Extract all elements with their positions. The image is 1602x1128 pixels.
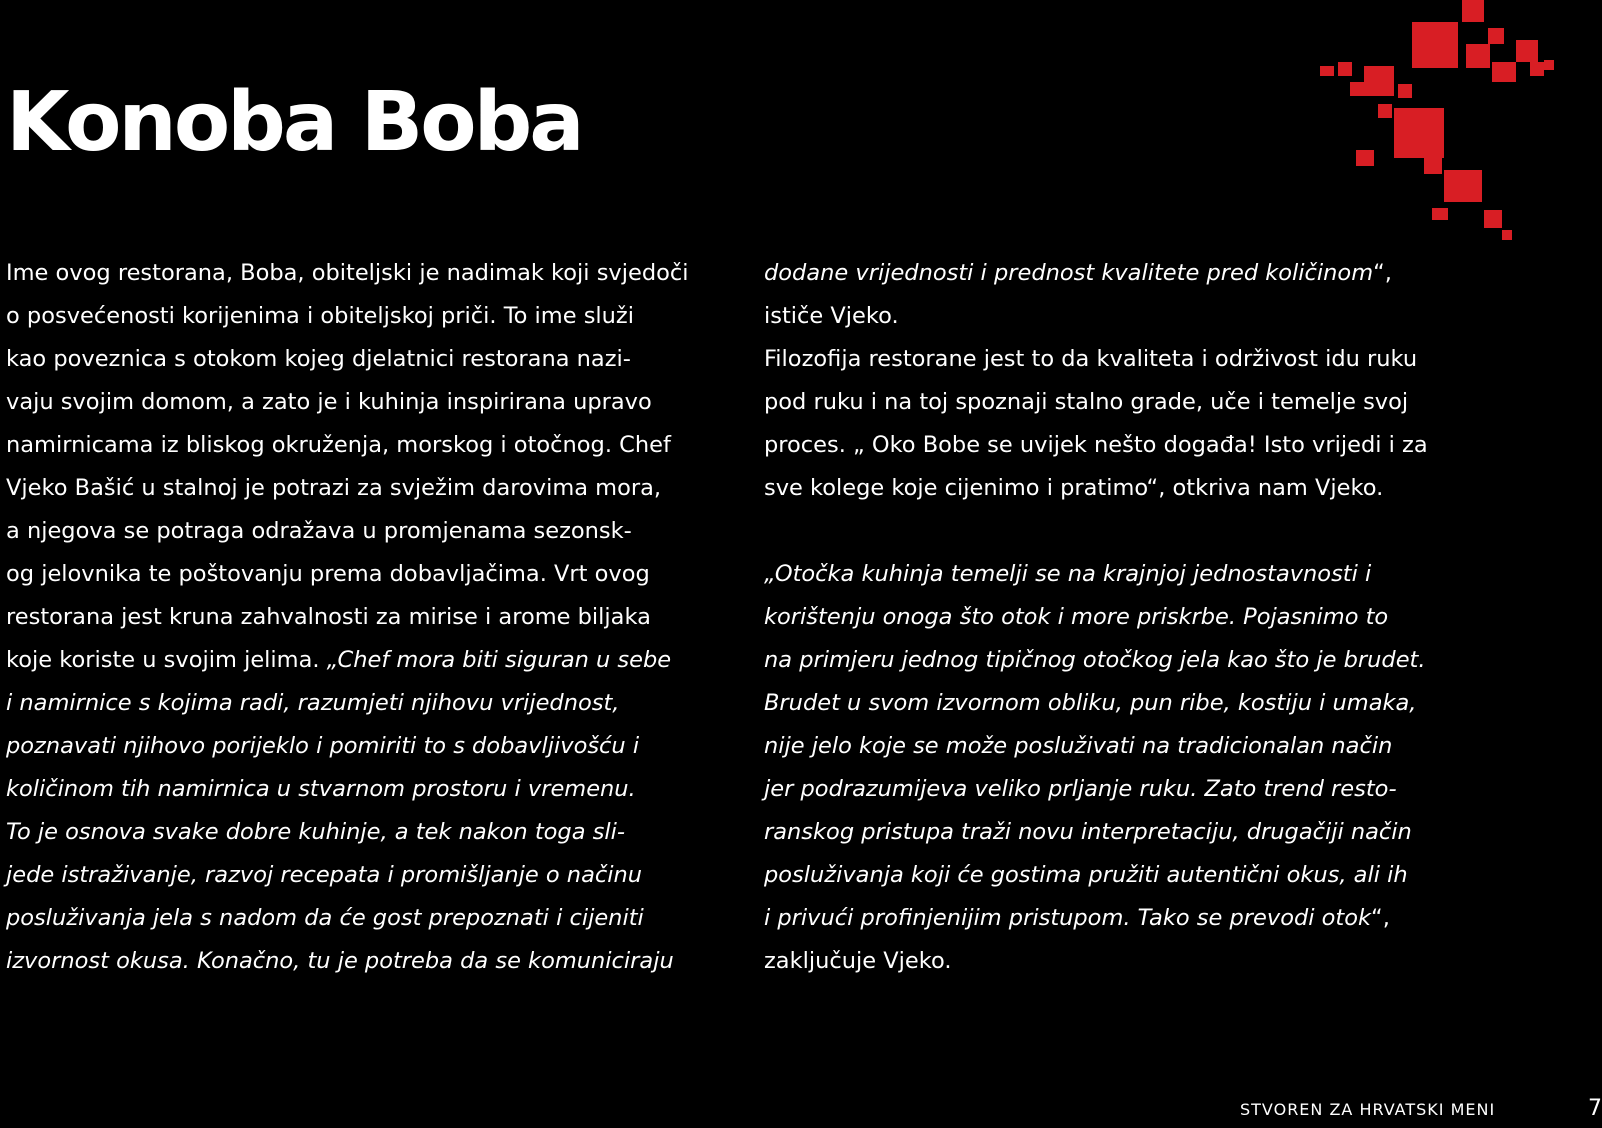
text-line <box>6 252 746 295</box>
logo-square <box>1432 208 1448 220</box>
logo-square <box>1530 62 1544 76</box>
text-line <box>764 424 1504 467</box>
text-line <box>6 295 746 338</box>
text-segment: dodane vrijednosti i prednost kvalitete pred količinom <box>764 260 1374 286</box>
text-line <box>6 424 746 467</box>
text-segment: poznavati njihovo porijeklo i pomiriti to s dobavljivošću i <box>6 733 640 759</box>
text-line <box>6 467 746 510</box>
text-segment: koje koriste u svojim jelima. <box>6 647 327 673</box>
logo-square <box>1412 22 1458 68</box>
text-segment: zaključuje Vjeko. <box>764 948 952 974</box>
text-segment: kao poveznica s otokom kojeg djelatnici restorana nazi- <box>6 346 631 372</box>
text-segment: “, <box>1373 260 1392 286</box>
red-pixel-checkerboard-icon <box>1320 0 1590 245</box>
text-segment: posluživanja jela s nadom da će gost prepoznati i cijeniti <box>6 905 644 931</box>
text-segment: Ime ovog restorana, Boba, obiteljski je nadimak koji svjedoči <box>6 260 689 286</box>
text-segment: o posvećenosti korijenima i obiteljskoj priči. To ime služi <box>6 303 634 329</box>
text-segment: količinom tih namirnica u stvarnom prostoru i vremenu. <box>6 776 636 802</box>
text-segment: i namirnice s kojima radi, razumjeti njihovu vrijednost, <box>6 690 620 716</box>
text-segment: Brudet u svom izvornom obliku, pun ribe, kostiju i umaka, <box>764 690 1417 716</box>
text-segment: „Chef mora biti siguran u sebe <box>326 647 672 673</box>
text-line <box>764 940 1504 983</box>
logo-square <box>1502 230 1512 240</box>
text-segment: proces. „ Oko Bobe se uvijek nešto događa! Isto vrijedi i za <box>764 432 1428 458</box>
logo-square <box>1356 150 1374 166</box>
text-line <box>764 510 1504 553</box>
text-line <box>764 768 1504 811</box>
logo-square <box>1320 66 1334 76</box>
text-segment: nije jelo koje se može posluživati na tradicionalan način <box>764 733 1393 759</box>
logo-square <box>1516 40 1538 62</box>
text-line <box>764 897 1504 940</box>
logo-square <box>1350 82 1364 96</box>
text-line <box>764 854 1504 897</box>
logo-square <box>1462 0 1484 22</box>
text-line <box>6 725 746 768</box>
text-segment: korištenju onoga što otok i more priskrbe. Pojasnimo to <box>764 604 1389 630</box>
logo-square <box>1424 156 1442 174</box>
text-segment: jede istraživanje, razvoj recepata i promišljanje o načinu <box>6 862 642 888</box>
text-segment: pod ruku i na toj spoznaji stalno grade, uče i temelje svoj <box>764 389 1409 415</box>
text-line <box>6 768 746 811</box>
text-segment: ističe Vjeko. <box>764 303 899 329</box>
text-segment: izvornost okusa. Konačno, tu je potreba da se komuniciraju <box>6 948 674 974</box>
logo-square <box>1338 62 1352 76</box>
text-segment: jer podrazumijeva veliko prljanje ruku. Zato trend resto- <box>764 776 1397 802</box>
text-segment: na primjeru jednog tipičnog otočkog jela kao što je brudet. <box>764 647 1426 673</box>
text-line <box>764 467 1504 510</box>
page-title: Konoba Boba <box>6 75 582 170</box>
text-line <box>764 725 1504 768</box>
text-segment: namirnicama iz bliskog okruženja, morskog i otočnog. Chef <box>6 432 671 458</box>
footer-publication-title: STVOREN ZA HRVATSKI MENI <box>1240 1100 1496 1119</box>
text-segment: Vjeko Bašić u stalnoj je potrazi za svježim darovima mora, <box>6 475 662 501</box>
logo-square <box>1364 66 1394 96</box>
text-segment: og jelovnika te poštovanju prema dobavljačima. Vrt ovog <box>6 561 650 587</box>
text-line <box>764 639 1504 682</box>
text-line <box>6 596 746 639</box>
text-line <box>6 940 746 983</box>
text-line <box>764 295 1504 338</box>
text-line <box>6 897 746 940</box>
text-segment: „Otočka kuhinja temelji se na krajnjoj jednostavnosti i <box>764 561 1372 587</box>
text-segment: vaju svojim domom, a zato je i kuhinja inspirirana upravo <box>6 389 652 415</box>
text-segment: ranskog pristupa traži novu interpretaciju, drugačiji način <box>764 819 1412 845</box>
left-column-text <box>6 252 746 983</box>
logo-square <box>1398 84 1412 98</box>
text-line <box>6 553 746 596</box>
text-line <box>6 811 746 854</box>
page-number: 7 <box>1588 1096 1602 1121</box>
logo-square <box>1484 210 1502 228</box>
text-line <box>6 682 746 725</box>
text-segment: restorana jest kruna zahvalnosti za mirise i arome biljaka <box>6 604 651 630</box>
text-line <box>6 510 746 553</box>
text-segment: i privući profinjenijim pristupom. Tako se prevodi otok <box>764 905 1372 931</box>
logo-square <box>1394 108 1444 158</box>
text-line <box>764 811 1504 854</box>
text-line <box>6 639 746 682</box>
logo-square <box>1378 104 1392 118</box>
text-line <box>6 338 746 381</box>
text-segment: posluživanja koji će gostima pružiti autentični okus, ali ih <box>764 862 1408 888</box>
text-segment: “, <box>1371 905 1390 931</box>
text-segment: a njegova se potraga odražava u promjenama sezonsk- <box>6 518 632 544</box>
logo-square <box>1544 60 1554 70</box>
right-column-text <box>764 252 1504 983</box>
text-line <box>764 682 1504 725</box>
text-segment: Filozofija restorane jest to da kvaliteta i održivost idu ruku <box>764 346 1418 372</box>
text-line <box>764 596 1504 639</box>
logo-square <box>1444 170 1482 202</box>
text-line <box>764 553 1504 596</box>
text-line <box>764 338 1504 381</box>
text-line <box>6 854 746 897</box>
text-segment: sve kolege koje cijenimo i pratimo“, otkriva nam Vjeko. <box>764 475 1384 501</box>
logo-squares <box>1320 0 1554 240</box>
logo-square <box>1492 62 1516 82</box>
text-line <box>764 252 1504 295</box>
logo-square <box>1488 28 1504 44</box>
text-segment: To je osnova svake dobre kuhinje, a tek nakon toga sli- <box>6 819 625 845</box>
logo-square <box>1466 44 1490 68</box>
text-line <box>764 381 1504 424</box>
text-line <box>6 381 746 424</box>
